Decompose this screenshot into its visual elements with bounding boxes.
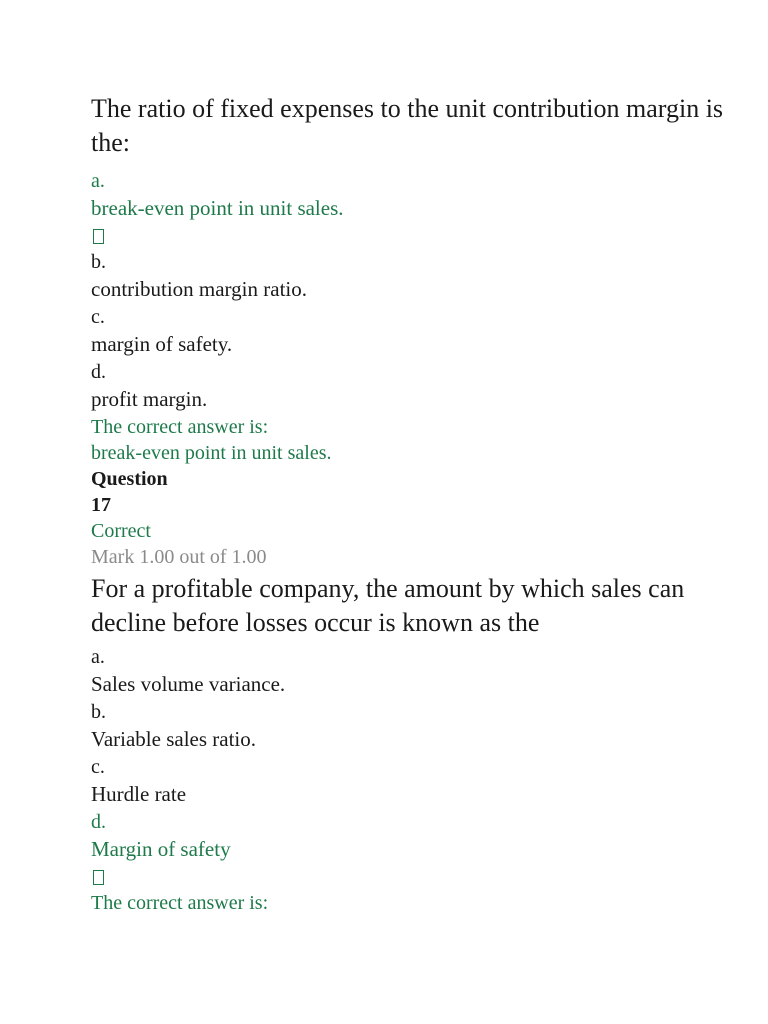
option-letter: a. bbox=[91, 646, 105, 668]
answer-option-a[interactable] bbox=[91, 168, 731, 249]
feedback-answer: break-even point in unit sales. bbox=[91, 442, 332, 464]
option-text: Margin of safety bbox=[91, 837, 231, 861]
option-letter: b. bbox=[91, 251, 106, 273]
feedback-label: The correct answer is: bbox=[91, 416, 269, 438]
option-text: contribution margin ratio. bbox=[91, 277, 307, 301]
answer-option-c[interactable] bbox=[91, 754, 731, 809]
answer-option-c[interactable] bbox=[91, 304, 731, 359]
option-letter: b. bbox=[91, 701, 106, 723]
question-text: For a profitable company, the amount by which sales can decline before losses occur is known as the bbox=[91, 574, 685, 637]
option-text: margin of safety. bbox=[91, 332, 233, 356]
option-letter: d. bbox=[91, 811, 106, 833]
option-text: profit margin. bbox=[91, 387, 208, 411]
question-block-q2 bbox=[91, 572, 731, 916]
quiz-review bbox=[91, 92, 731, 916]
feedback-label: The correct answer is: bbox=[91, 892, 269, 914]
answer-option-d[interactable] bbox=[91, 359, 731, 414]
question-block-q1 bbox=[91, 92, 731, 466]
question-info-q2 bbox=[91, 466, 731, 570]
answer-option-a[interactable] bbox=[91, 644, 731, 699]
check-icon bbox=[93, 870, 104, 885]
option-text: Variable sales ratio. bbox=[91, 727, 257, 751]
question-header-word: Question bbox=[91, 468, 168, 490]
question-status: Correct bbox=[91, 520, 151, 542]
answer-option-b[interactable] bbox=[91, 249, 731, 304]
question-mark: Mark 1.00 out of 1.00 bbox=[91, 546, 267, 568]
answer-option-d[interactable] bbox=[91, 809, 731, 890]
option-letter: d. bbox=[91, 361, 106, 383]
check-icon bbox=[93, 229, 104, 244]
question-text: The ratio of fixed expenses to the unit contribution margin is the: bbox=[91, 94, 724, 157]
question-number: 17 bbox=[91, 494, 111, 516]
option-text: Hurdle rate bbox=[91, 782, 187, 806]
answer-option-b[interactable] bbox=[91, 699, 731, 754]
option-letter: c. bbox=[91, 756, 105, 778]
option-text: Sales volume variance. bbox=[91, 672, 286, 696]
option-letter: a. bbox=[91, 170, 105, 192]
option-text: break-even point in unit sales. bbox=[91, 196, 344, 220]
option-letter: c. bbox=[91, 306, 105, 328]
